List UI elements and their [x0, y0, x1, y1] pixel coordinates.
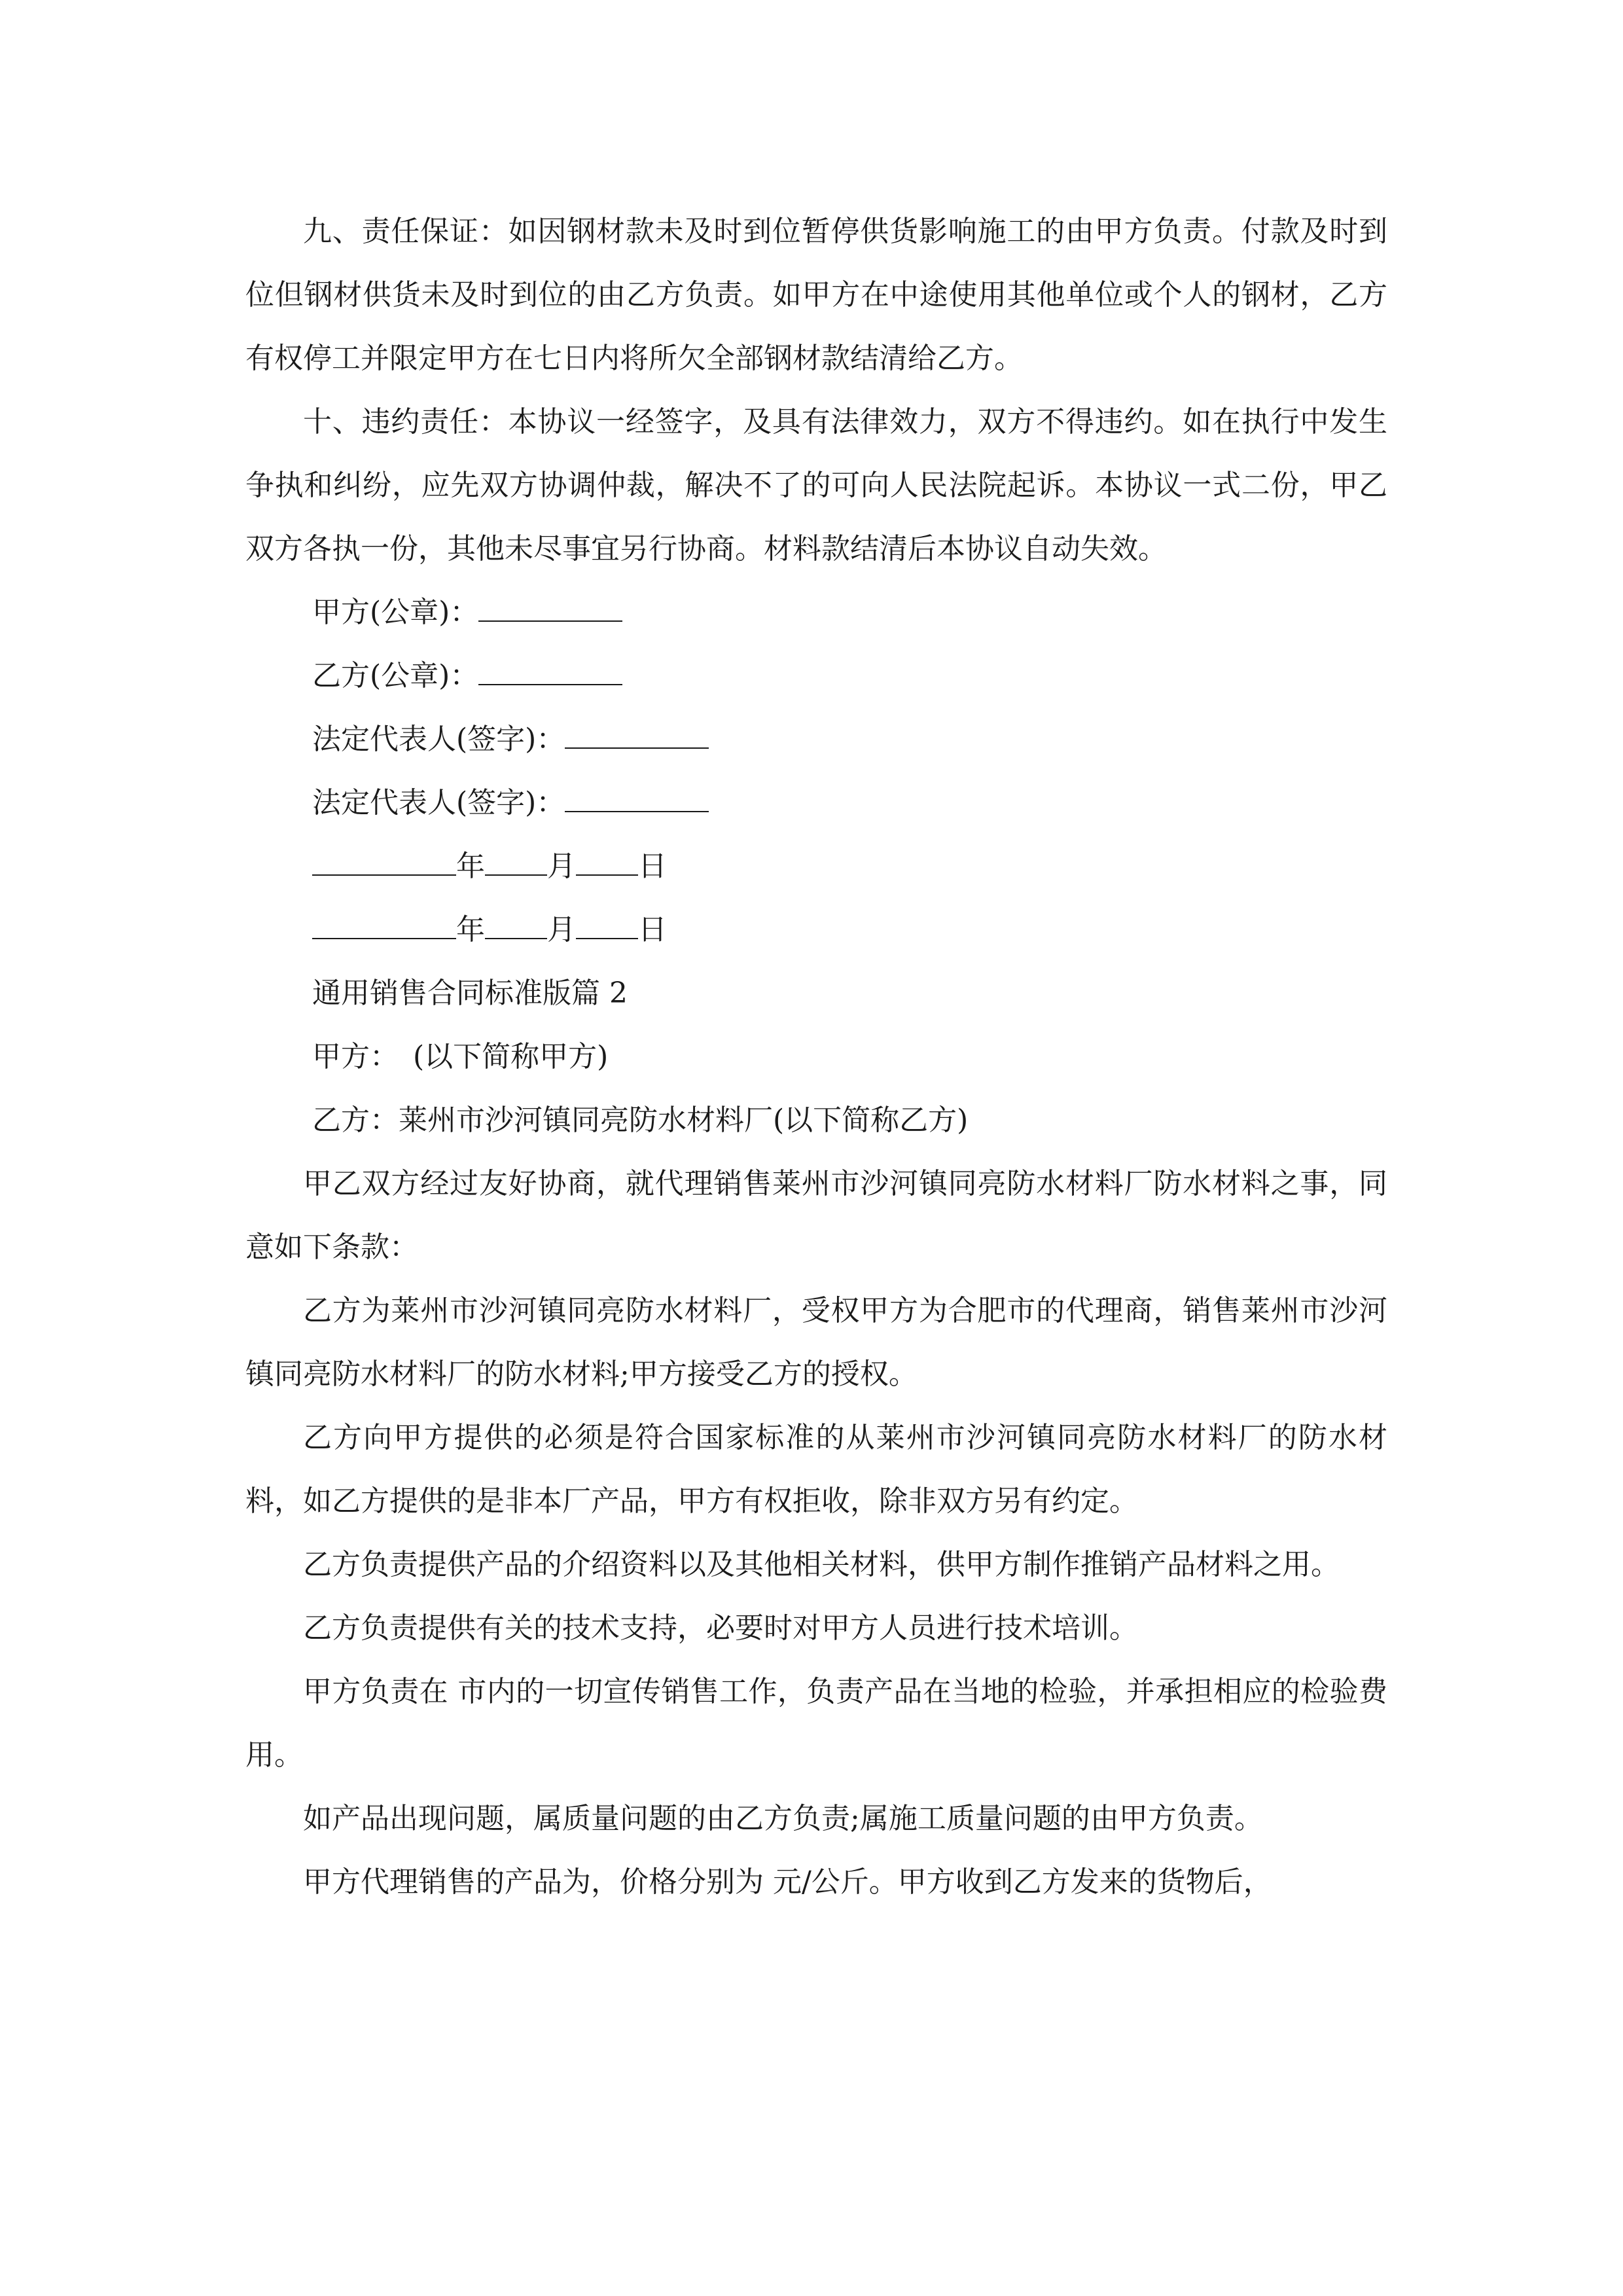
party-a-seal-line [245, 581, 1387, 644]
party-b-seal-line [245, 644, 1387, 708]
legal-rep-1-label: 法定代表人(签字)： [312, 723, 565, 756]
party-b-line: 乙方：莱州市沙河镇同亮防水材料厂(以下简称乙方) [312, 1103, 969, 1137]
party-a-seal-blank [478, 593, 622, 622]
date-2-year-blank [312, 910, 456, 939]
legal-rep-2-line [245, 771, 1387, 834]
date-1-year-blank [312, 847, 456, 876]
legal-rep-1-line [245, 708, 1387, 771]
section-title: 通用销售合同标准版篇 2 [312, 977, 628, 1010]
legal-rep-1-blank [565, 720, 709, 749]
date-1-month-label: 月 [547, 850, 576, 883]
body-paragraph: 甲乙双方经过友好协商，就代理销售莱州市沙河镇同亮防水材料厂防水材料之事，同意如下条款： [245, 1167, 1387, 1264]
date-2-day-label: 日 [638, 913, 667, 946]
date-2-day-blank [576, 910, 638, 939]
body-paragraph: 乙方向甲方提供的必须是符合国家标准的从莱州市沙河镇同亮防水材料厂的防水材料，如乙方提供的是非本厂产品，甲方有权拒收，除非双方另有约定。 [245, 1421, 1387, 1518]
party-b-seal-blank [478, 656, 622, 685]
clause-9-paragraph: 九、责任保证：如因钢材款未及时到位暂停供货影响施工的由甲方负责。付款及时到位但钢材供货未及时到位的由乙方负责。如甲方在中途使用其他单位或个人的钢材，乙方有权停工并限定甲方在七日内将所欠全部钢材款结清给乙方。 [245, 215, 1387, 375]
body-paragraph: 乙方负责提供有关的技术支持，必要时对甲方人员进行技术培训。 [303, 1611, 1138, 1645]
party-a-seal-label: 甲方(公章)： [312, 596, 479, 629]
legal-rep-2-blank [565, 783, 709, 812]
date-2-year-label: 年 [456, 913, 485, 946]
body-paragraph: 乙方负责提供产品的介绍资料以及其他相关材料，供甲方制作推销产品材料之用。 [303, 1548, 1340, 1581]
date-2-month-label: 月 [547, 913, 576, 946]
legal-rep-2-label: 法定代表人(签字)： [312, 786, 565, 819]
body-paragraph: 甲方代理销售的产品为，价格分别为 元/公斤。甲方收到乙方发来的货物后， [303, 1865, 1272, 1899]
body-paragraph: 甲方负责在 市内的一切宣传销售工作，负责产品在当地的检验，并承担相应的检验费用。 [245, 1675, 1387, 1772]
date-1-month-blank [485, 847, 547, 876]
party-a-line: 甲方： (以下简称甲方) [312, 1040, 609, 1073]
date-2-month-blank [485, 910, 547, 939]
document-body [245, 200, 1387, 1914]
party-b-seal-label: 乙方(公章)： [312, 659, 479, 692]
body-paragraph: 乙方为莱州市沙河镇同亮防水材料厂，受权甲方为合肥市的代理商，销售莱州市沙河镇同亮防水材料厂的防水材料;甲方接受乙方的授权。 [245, 1294, 1387, 1391]
date-1-day-blank [576, 847, 638, 876]
date-1-year-label: 年 [456, 850, 485, 883]
body-paragraph: 如产品出现问题，属质量问题的由乙方负责;属施工质量问题的由甲方负责。 [303, 1802, 1263, 1835]
clause-10-paragraph: 十、违约责任：本协议一经签字，及具有法律效力，双方不得违约。如在执行中发生争执和纠纷，应先双方协调仲裁，解决不了的可向人民法院起诉。本协议一式二份，甲乙双方各执一份，其他未尽事宜另行协商。材料款结清后本协议自动失效。 [245, 405, 1387, 565]
date-1-day-label: 日 [638, 850, 667, 883]
date-line-2 [245, 898, 1387, 961]
date-line-1 [245, 834, 1387, 898]
